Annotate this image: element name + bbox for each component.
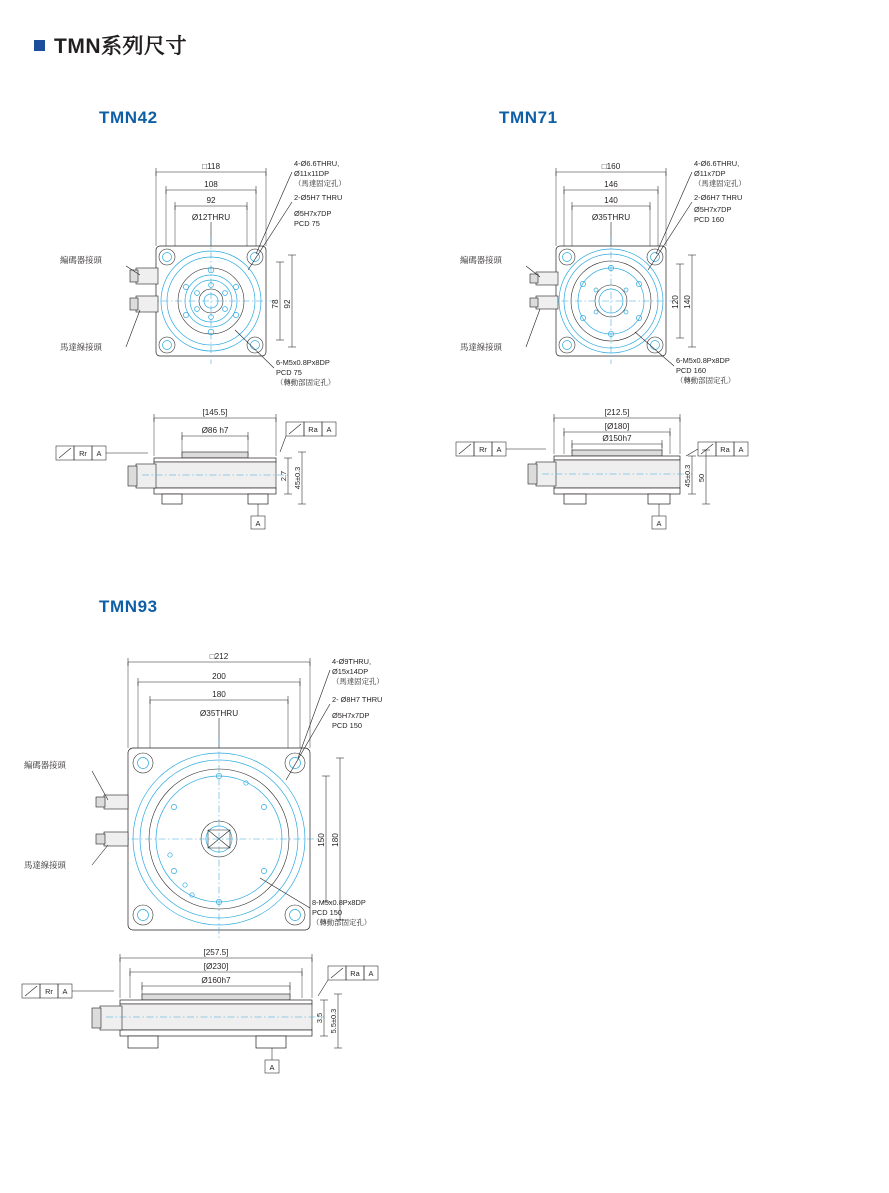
gdt-text: A — [62, 987, 68, 996]
callout-text: （馬達固定孔） — [294, 179, 346, 188]
callout-text: Ø11x7DP — [694, 169, 726, 178]
gdt-text: Ra — [308, 425, 318, 434]
dim-label: [Ø230] — [203, 962, 229, 971]
callout-text: 2-Ø5H7 THRU — [294, 193, 343, 202]
connector-label: 編碼器接頭 — [460, 255, 502, 265]
gdt-text: A — [656, 519, 662, 528]
callout-text: （馬達固定孔） — [332, 677, 384, 686]
tmn42-side-view — [30, 400, 430, 535]
callout-text: 6-M5x0.8Px8DP — [276, 358, 330, 367]
callout-text: Ø11x11DP — [294, 169, 330, 178]
dim-label: [257.5] — [203, 948, 229, 957]
dim-label: 140 — [683, 295, 692, 309]
dim-label: Ø160h7 — [201, 976, 231, 985]
gdt-frame-right — [318, 966, 378, 996]
dim-label: 180 — [331, 833, 340, 847]
callout-text: 2-Ø6H7 THRU — [694, 193, 743, 202]
gdt-text: A — [255, 519, 261, 528]
callout-text: PCD 150 — [332, 721, 362, 730]
connector-label: 編碼器接頭 — [24, 760, 66, 770]
tmn71-front-view — [430, 150, 830, 410]
connector-label: 編碼器接頭 — [60, 255, 102, 265]
connector-label: 馬達線接頭 — [60, 342, 102, 352]
callout-text: PCD 160 — [694, 215, 724, 224]
callout-text: 4-Ø9THRU, — [332, 657, 372, 666]
callout-text: 6-M5x0.8Px8DP — [676, 356, 730, 365]
callout-text: Ø5H7x7DP — [332, 711, 370, 720]
connector-label: 馬達線接頭 — [460, 342, 502, 352]
dim-label: □118 — [202, 162, 220, 171]
model-title-tmn71: TMN71 — [499, 108, 558, 127]
gdt-frame-right — [686, 442, 748, 456]
callout-text: PCD 75 — [294, 219, 320, 228]
callout-text: （馬達固定孔） — [694, 179, 746, 188]
gdt-text: Rr — [79, 449, 87, 458]
callout-text: PCD 150 — [312, 908, 342, 917]
gdt-text: A — [326, 425, 332, 434]
gdt-frame-left — [56, 446, 148, 460]
dim-label: 78 — [271, 299, 280, 309]
gdt-text: A — [96, 449, 102, 458]
gdt-frame-left — [456, 442, 546, 456]
dim-label: [Ø180] — [604, 422, 630, 431]
dim-label: [145.5] — [202, 408, 228, 417]
dim-label: 146 — [604, 180, 618, 189]
gdt-text: Ra — [350, 969, 360, 978]
dim-label: 5.5±0.3 — [329, 1008, 338, 1034]
model-title-tmn42: TMN42 — [99, 108, 158, 127]
dim-label: 108 — [204, 180, 218, 189]
bullet-square-icon — [34, 40, 45, 51]
dim-label: 140 — [604, 196, 618, 205]
gdt-text: Rr — [479, 445, 487, 454]
gdt-text: A — [269, 1063, 275, 1072]
page-title-text: TMN系列尺寸 — [54, 35, 187, 58]
dim-label: □212 — [209, 652, 229, 661]
dim-label: 200 — [212, 672, 226, 681]
dim-label: 45±0.3 — [683, 464, 692, 488]
tmn71-side-view — [430, 400, 830, 535]
dim-label: □160 — [601, 162, 621, 171]
tmn93-front-view — [10, 640, 430, 940]
dim-label: 180 — [212, 690, 226, 699]
callout-text: PCD 75 — [276, 368, 302, 377]
callout-text: 8-M5x0.8Px8DP — [312, 898, 366, 907]
dim-label: Ø86 h7 — [201, 426, 229, 435]
gdt-text: Ra — [720, 445, 730, 454]
gdt-text: Rr — [45, 987, 53, 996]
dim-label: 50 — [697, 473, 706, 483]
callout-text: Ø15x14DP — [332, 667, 369, 676]
dim-label: 120 — [671, 295, 680, 309]
callout-text: Ø5H7x7DP — [294, 209, 332, 218]
callout-text: 2- Ø8H7 THRU — [332, 695, 383, 704]
gdt-text: A — [738, 445, 744, 454]
dim-label: 150 — [317, 833, 326, 847]
bore-label: Ø35THRU — [199, 709, 239, 718]
tmn42-front-view — [30, 150, 430, 410]
gdt-text: A — [368, 969, 374, 978]
model-title-tmn93: TMN93 — [99, 597, 158, 616]
callout-text: PCD 160 — [676, 366, 706, 375]
page-title — [34, 30, 187, 60]
callout-text: 4-Ø6.6THRU, — [694, 159, 740, 168]
gdt-text: A — [496, 445, 502, 454]
callout-text: （轉動部固定孔） — [312, 918, 372, 927]
dim-label: 92 — [283, 299, 292, 309]
connector-label: 馬達線接頭 — [24, 860, 66, 870]
gdt-frame-left — [22, 984, 114, 998]
gdt-frame-right — [280, 422, 336, 452]
callout-text: （轉動部固定孔） — [276, 378, 336, 387]
dim-label: 92 — [206, 196, 216, 205]
callout-text: （轉動部固定孔） — [676, 376, 736, 385]
dim-label: 2.7 — [279, 470, 288, 482]
dim-label: [212.5] — [604, 408, 630, 417]
callout-text: 4-Ø6.6THRU, — [294, 159, 340, 168]
tmn93-side-view — [10, 940, 430, 1085]
dim-label: 3.5 — [315, 1012, 324, 1024]
bore-label: Ø35THRU — [591, 213, 631, 222]
dim-label: 45±0.3 — [293, 466, 302, 490]
bore-label: Ø12THRU — [191, 213, 231, 222]
callout-text: Ø5H7x7DP — [694, 205, 732, 214]
dim-label: Ø150h7 — [602, 434, 632, 443]
